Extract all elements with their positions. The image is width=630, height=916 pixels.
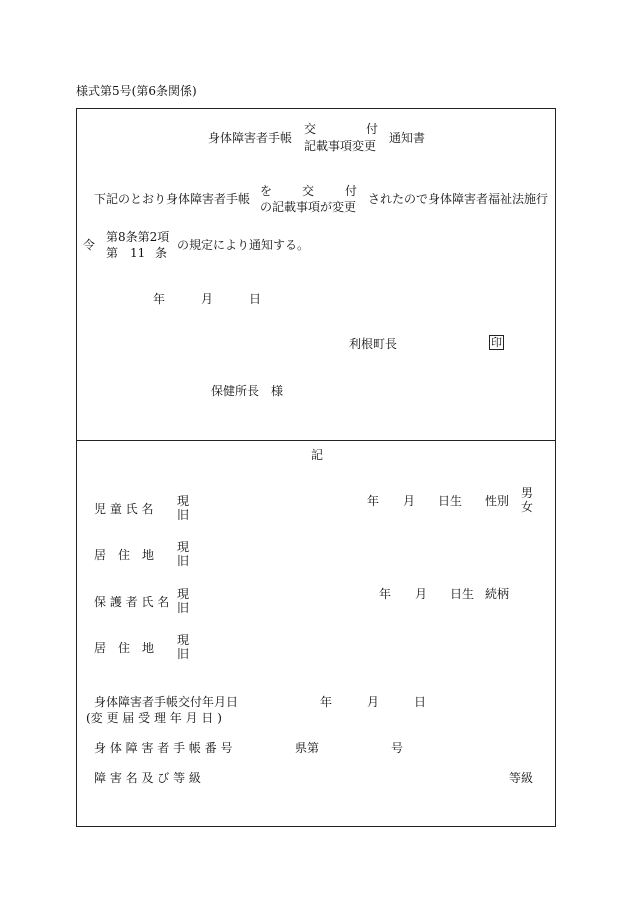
guardian-residence-new-old: [177, 633, 189, 662]
child-name-label: 児 童 氏 名: [94, 502, 154, 516]
guardian-residence-label: 居 住 地: [94, 641, 155, 655]
title-suffix: 通知書: [389, 131, 426, 145]
female-option: 女: [521, 500, 534, 515]
sex-label: 性別: [485, 494, 510, 508]
body-line2-suffix: の規定により通知する。: [177, 238, 310, 252]
relation-label: 続柄: [485, 587, 510, 601]
guardian-dob-month: 月: [415, 587, 428, 601]
guardian-dob-day: 日生: [450, 587, 475, 601]
old-mark: 旧: [177, 601, 190, 616]
body-option-wo: を: [260, 184, 273, 198]
issue-date-label: 身体障害者手帳交付年月日: [94, 695, 239, 709]
old-mark: 旧: [177, 554, 190, 569]
form-number-label: 様式第5号(第6条関係): [76, 84, 197, 98]
guardian-dob-year: 年: [379, 587, 392, 601]
old-mark: 旧: [177, 508, 190, 523]
article-option-a: 第8条第2項: [106, 230, 170, 244]
child-dob-month: 月: [403, 494, 416, 508]
body-option-fu: 付: [345, 184, 358, 198]
title-option-change: 記載事項変更: [304, 139, 377, 153]
issue-year: 年: [320, 695, 333, 709]
body-option-change: の記載事項が変更: [260, 200, 357, 214]
new-mark: 現: [177, 494, 190, 508]
guardian-name-new-old: [177, 587, 189, 616]
issuer-name: 利根町長: [349, 337, 398, 351]
issue-day: 日: [414, 695, 427, 709]
prefecture-number-prefix: 県第: [295, 741, 320, 755]
title-option-issue-left: 交: [304, 122, 317, 136]
article-option-b-dai: 第: [106, 246, 119, 260]
section-divider: [76, 440, 556, 441]
article-option-b-jo: 条: [155, 246, 168, 260]
issue-date-sublabel: (変 更 届 受 理 年 月 日 ): [86, 711, 222, 725]
title-main: 身体障害者手帳: [208, 131, 293, 145]
date-month: 月: [201, 292, 214, 306]
disability-label: 障 害 名 及 び 等 級: [94, 771, 201, 785]
old-mark: 旧: [177, 647, 190, 662]
new-mark: 現: [177, 587, 190, 601]
seal-stamp: 印: [491, 336, 502, 349]
body-line1-suffix: されたので身体障害者福祉法施行: [368, 192, 549, 206]
child-dob-day: 日生: [438, 494, 463, 508]
addressee: 保健所長 様: [211, 384, 284, 398]
new-mark: 現: [177, 633, 190, 647]
number-suffix: 号: [391, 741, 404, 755]
date-year: 年: [153, 292, 166, 306]
body-line2-rei: 令: [83, 238, 96, 252]
book-number-label: 身 体 障 害 者 手 帳 番 号: [94, 741, 233, 755]
guardian-name-label: 保 護 者 氏 名: [94, 595, 170, 609]
sex-options: [521, 486, 533, 515]
child-residence-new-old: [177, 540, 189, 569]
child-dob-year: 年: [367, 494, 380, 508]
issue-month: 月: [367, 695, 380, 709]
body-line1-prefix: 下記のとおり身体障害者手帳: [94, 192, 251, 206]
child-name-new-old: [177, 494, 189, 523]
male-option: 男: [521, 486, 534, 500]
body-option-ko: 交: [302, 184, 315, 198]
article-option-b-num: 11: [130, 246, 146, 260]
new-mark: 現: [177, 540, 190, 554]
title-option-issue-right: 付: [366, 122, 379, 136]
record-header: 記: [311, 448, 324, 462]
date-day: 日: [249, 292, 262, 306]
child-residence-label: 居 住 地: [94, 548, 155, 562]
grade-suffix: 等級: [509, 771, 534, 785]
